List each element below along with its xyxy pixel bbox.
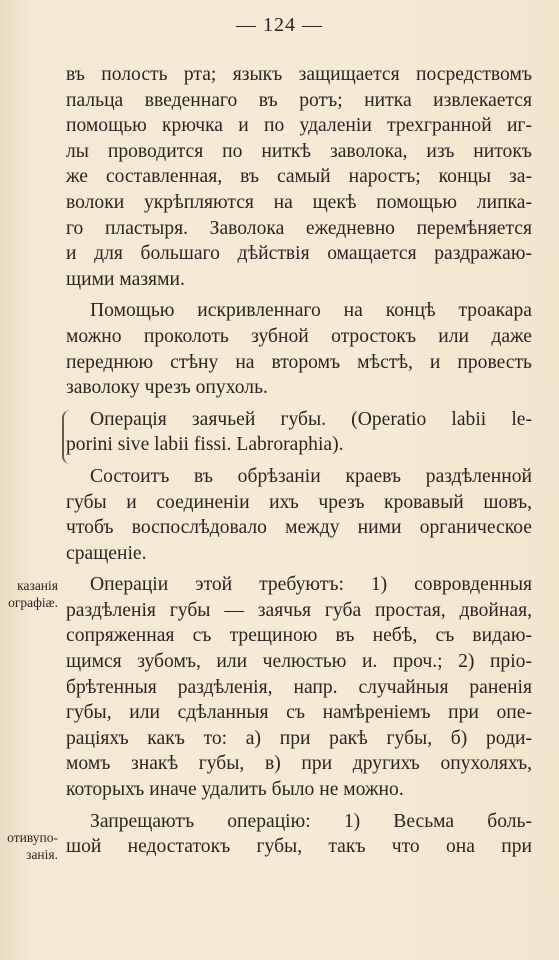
text-line: заволоку чрезъ опухоль. [66, 377, 268, 399]
text-line: можно проколоть зубной отростокъ или даже [66, 325, 532, 347]
text-line: волоки укрѣпляются на щекѣ помощью липка- [66, 191, 532, 213]
margin-note-line: отивупо- [7, 830, 58, 845]
text-line: лы проводится по ниткѣ заволока, изъ нитокъ [66, 140, 532, 162]
text-line: Операціи этой требуютъ: 1) совровденныя [90, 574, 532, 596]
text-line: Помощью искривленнаго на концѣ троакара [90, 300, 532, 322]
text-line: Запрещаютъ операцію: 1) Весьма боль- [90, 810, 532, 832]
text-line: го пластыря. Заволока ежедневно перемѣняется [66, 217, 532, 239]
text-line: сращеніе. [66, 542, 147, 564]
text-line: которыхъ иначе удалить было не можно. [66, 779, 404, 801]
text-line: губы, или сдѣланныя съ намѣреніемъ при опе- [66, 702, 532, 724]
text-line: переднюю стѣну на второмъ мѣстѣ, и провесть [66, 351, 532, 373]
text-line: шой недостатокъ губы, такъ что она при [66, 836, 532, 858]
margin-note-line: занія. [26, 847, 58, 862]
margin-note-contraindications [0, 829, 58, 863]
text-line: пальца введеннаго въ ротъ; нитка извлекается [66, 89, 532, 111]
text-line: губы и соединеніи ихъ чрезъ кровавый шовъ, [66, 491, 532, 513]
margin-note-line: казанія [17, 578, 58, 593]
text-line: щими мазями. [66, 268, 185, 290]
page-number: — 124 — [236, 14, 323, 36]
text-line: помощью крючка и по удаленіи трехгранной иг- [66, 115, 532, 137]
body-text [66, 62, 532, 860]
text-line: раціяхъ какъ то: а) при ракѣ губы, б) роди- [66, 727, 532, 749]
text-line: чтобъ воспослѣдовало между ними органическое [66, 517, 532, 539]
text-line: брѣтенныя раздѣленія, напр. случайныя раненія [66, 676, 532, 698]
text-line: момъ знакѣ губы, в) при другихъ опухоляхъ, [66, 753, 532, 775]
text-line: и для большаго дѣйствія омащается раздражаю- [66, 243, 532, 265]
text-line: же составленная, въ самый наростъ; концы за- [66, 166, 532, 188]
margin-note-indications [0, 577, 58, 611]
section-heading: Операція заячьей губы. (Operatio labii le- [90, 408, 532, 430]
section-heading-cont: porini sive labii fissi. Labroraphia). [66, 434, 344, 456]
text-line: раздѣленія губы — заячья губа простая, двойная, [66, 599, 532, 621]
text-line: въ полость рта; языкъ защищается посредствомъ [66, 64, 532, 85]
text-line: щимся зубомъ, или челюстью и. проч.; 2) пріо- [66, 651, 532, 673]
margin-note-line: ографіæ. [8, 595, 58, 610]
text-line: Состоитъ въ обрѣзаніи краевъ раздѣленной [90, 465, 532, 487]
text-line: сопряженная съ трещиною въ небѣ, съ видаю- [66, 625, 532, 647]
